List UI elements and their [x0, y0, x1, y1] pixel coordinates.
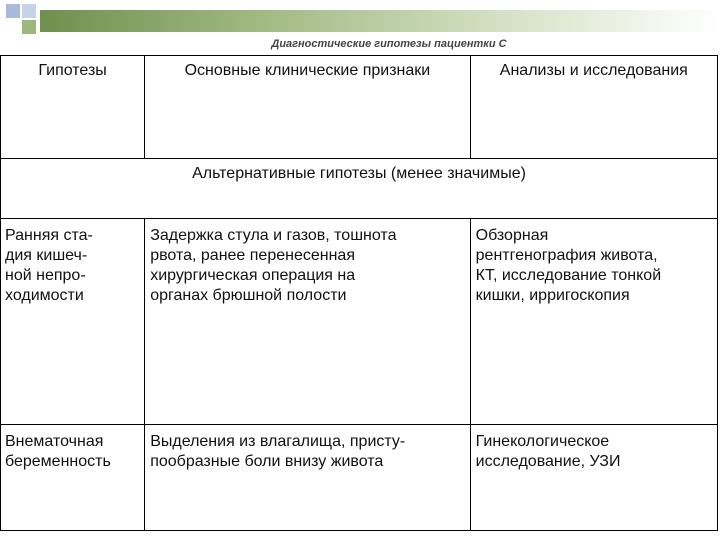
cell-line: кишки, ирригоскопия — [475, 287, 630, 304]
signs-cell — [145, 425, 470, 531]
column-header-hypotheses: Гипотезы — [1, 56, 145, 159]
cell-line: Внематочная — [5, 433, 104, 450]
signs-cell — [145, 219, 470, 425]
cell-line: дия кишеч- — [5, 247, 88, 264]
decorative-square — [22, 4, 36, 18]
cell-line: КТ, исследование тонкой — [475, 267, 662, 284]
decorative-square — [6, 20, 20, 34]
tests-cell — [470, 425, 717, 531]
hypotheses-table — [0, 55, 718, 531]
decorative-square — [6, 4, 20, 18]
cell-line: Задержка стула и газов, тошнота — [150, 227, 397, 244]
cell-line: пообразные боли внизу живота — [150, 453, 384, 470]
column-header-clinical-signs: Основные клинические признаки — [145, 56, 470, 159]
cell-line: рентгенография живота, — [475, 247, 658, 264]
section-row — [1, 159, 718, 219]
hypothesis-cell — [1, 425, 145, 531]
cell-line: рвота, ранее перенесенная — [150, 247, 355, 264]
tests-cell — [470, 219, 717, 425]
cell-line: беременность — [5, 453, 111, 470]
cell-line: ной непро- — [5, 267, 86, 284]
decorative-square — [22, 20, 36, 34]
table-row — [1, 425, 718, 531]
decorative-gradient-band — [40, 10, 720, 32]
hypothesis-cell — [1, 219, 145, 425]
table-row — [1, 219, 718, 425]
slide-title: Диагностические гипотезы пациентки С — [271, 38, 507, 50]
cell-line: хирургическая операция на — [150, 267, 356, 284]
cell-line: Гинекологическое — [475, 433, 610, 450]
cell-line: органах брюшной полости — [150, 287, 347, 304]
column-header-tests: Анализы и исследования — [470, 56, 717, 159]
cell-line: Выделения из влагалища, присту- — [150, 433, 406, 450]
cell-line: Обзорная — [475, 227, 549, 244]
cell-line: исследование, УЗИ — [475, 453, 621, 470]
cell-line: Ранняя ста- — [5, 227, 93, 244]
cell-line: ходимости — [5, 287, 84, 304]
section-label-alternative: Альтернативные гипотезы (менее значимые) — [1, 159, 718, 219]
table-header-row — [1, 56, 718, 159]
